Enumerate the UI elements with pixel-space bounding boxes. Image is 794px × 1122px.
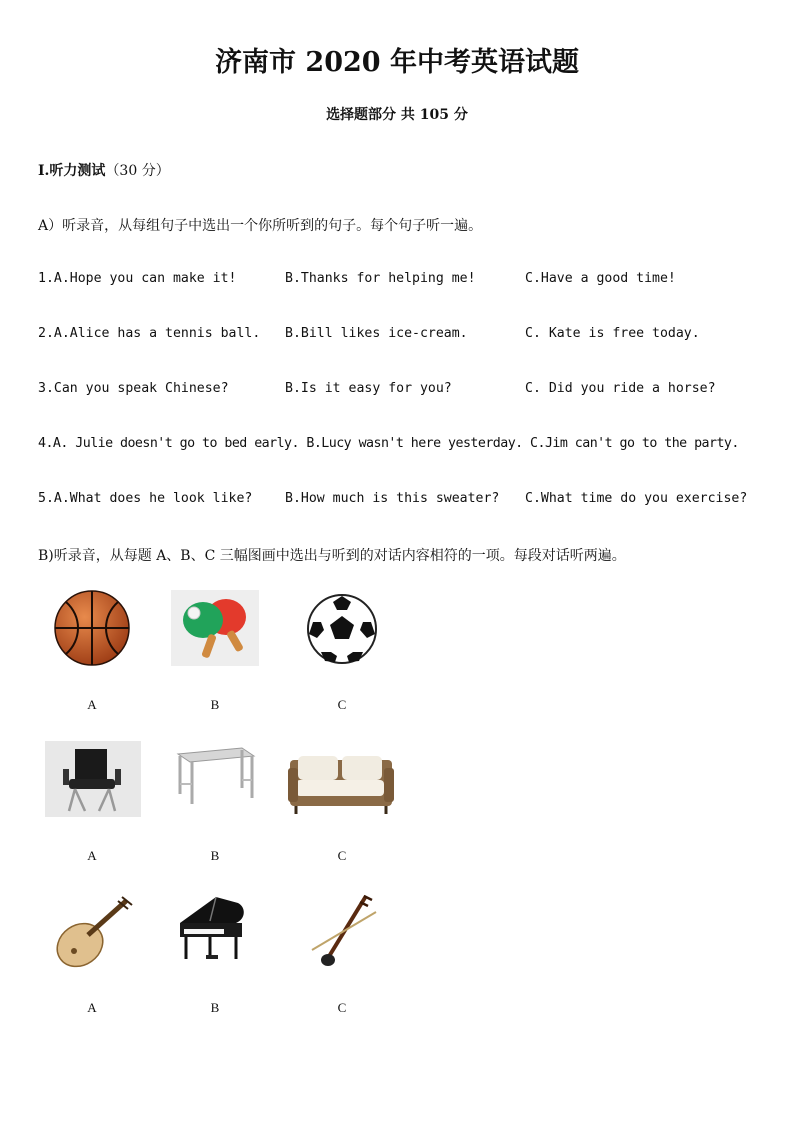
grand-piano-icon <box>176 893 248 965</box>
option-a: 2.A.Alice has a tennis ball. <box>38 326 261 341</box>
option-label-a: A <box>87 848 97 863</box>
option-label-a: A <box>87 1000 97 1015</box>
option-c: C. Did you ride a horse? <box>525 381 716 396</box>
question-5 <box>38 491 778 509</box>
option-c: C.What time do you exercise? <box>525 491 748 506</box>
option-b: B.Is it easy for you? <box>285 381 452 396</box>
question-4: 4.A. Julie doesn't go to bed early. B.Lucy wasn't here yesterday. C.Jim can't go to the party. <box>38 436 739 451</box>
pipa-icon <box>52 893 136 969</box>
option-a: 5.A.What does he look like? <box>38 491 253 506</box>
option-label-c: C <box>337 1000 347 1015</box>
part-b-instruction: B)听录音，从每题 A、B、C 三幅图画中选出与听到的对话内容相符的一项。每段对话听两遍。 <box>38 548 626 564</box>
section-points: （30 分） <box>105 163 170 179</box>
question-2 <box>38 326 778 344</box>
part-a-instruction: A）听录音，从每组句子中选出一个你所听到的句子。每个句子听一遍。 <box>38 218 483 234</box>
page-title: 济南市 2020 年中考英语试题 <box>215 47 579 78</box>
soccer-ball-icon <box>305 592 379 666</box>
option-b: B.Thanks for helping me! <box>285 271 476 286</box>
basketball-icon <box>52 588 132 668</box>
question-1 <box>38 271 778 289</box>
sofa-icon <box>286 748 396 816</box>
option-c: C.Have a good time! <box>525 271 676 286</box>
option-a: 1.A.Hope you can make it! <box>38 271 237 286</box>
option-label-c: C <box>337 848 347 863</box>
office-chair-icon <box>45 741 141 817</box>
option-label-c: C <box>337 697 347 712</box>
section-heading <box>38 160 170 180</box>
option-label-b: B <box>210 697 220 712</box>
section-label: I.听力测试 <box>38 163 106 179</box>
subtitle: 选择题部分 共 105 分 <box>326 107 468 123</box>
ping-pong-paddles-icon <box>171 590 259 666</box>
option-label-b: B <box>210 848 220 863</box>
option-b: B.Bill likes ice-cream. <box>285 326 468 341</box>
option-a: 3.Can you speak Chinese? <box>38 381 229 396</box>
option-label-a: A <box>87 697 97 712</box>
erhu-icon <box>306 892 382 972</box>
option-b: B.How much is this sweater? <box>285 491 500 506</box>
table-icon <box>172 744 256 810</box>
option-label-b: B <box>210 1000 220 1015</box>
option-c: C. Kate is free today. <box>525 326 700 341</box>
question-3 <box>38 381 778 399</box>
